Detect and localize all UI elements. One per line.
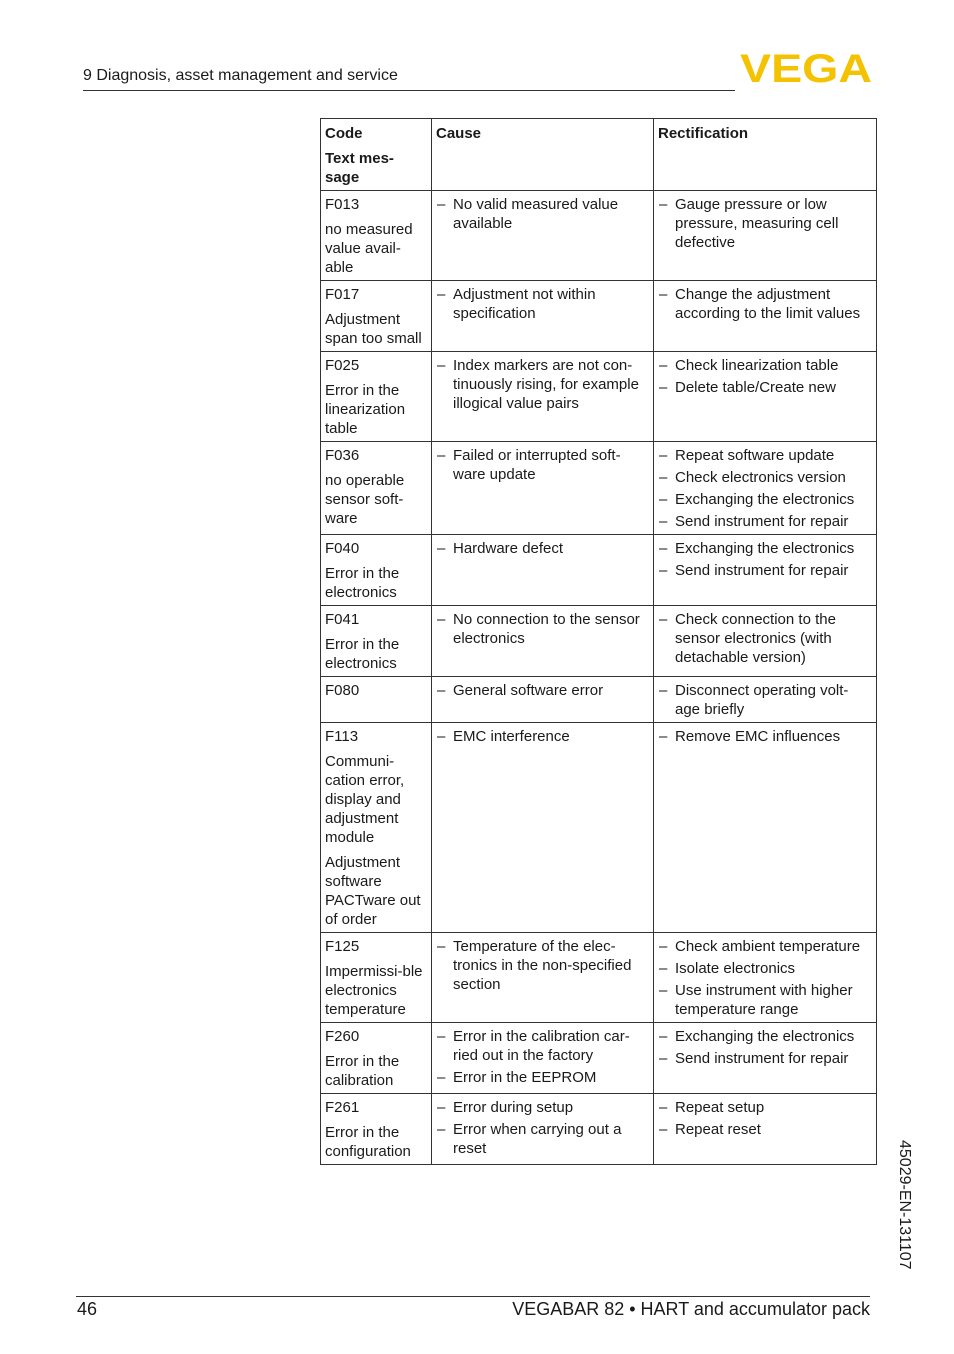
error-code: F040 — [325, 540, 360, 557]
error-code: F025 — [325, 357, 360, 374]
error-message: Adjustment software PACTware out of order — [325, 854, 421, 928]
table-row — [321, 933, 877, 1023]
header-text-message: Text mes- sage — [325, 150, 394, 186]
cause-item: – Failed or interrupted soft-ware update — [436, 446, 649, 484]
code-cell — [321, 535, 432, 606]
code-cell — [321, 1094, 432, 1165]
cause-cell — [432, 606, 654, 677]
col-header-code — [321, 119, 432, 191]
rectification-cell — [654, 723, 877, 933]
rectification-item: – Exchanging the electronics — [658, 490, 872, 509]
rectification-cell-list — [658, 195, 872, 252]
table-body — [321, 191, 877, 1165]
rectification-cell — [654, 352, 877, 442]
cause-cell-list — [436, 285, 649, 323]
cause-cell-list — [436, 1098, 649, 1158]
cause-item: – Error during setup — [436, 1098, 649, 1117]
cause-cell — [432, 442, 654, 535]
cause-cell — [432, 191, 654, 281]
error-code: F013 — [325, 196, 360, 213]
error-code: F125 — [325, 938, 360, 955]
cause-cell — [432, 933, 654, 1023]
rectification-item: – Exchanging the electronics — [658, 1027, 872, 1046]
header-rule — [83, 90, 735, 91]
code-cell — [321, 1023, 432, 1094]
rectification-cell — [654, 1023, 877, 1094]
rectification-item: – Check connection to the sensor electronics (with detachable version) — [658, 610, 872, 667]
cause-item: – Error in the calibration car-ried out in the factory — [436, 1027, 649, 1065]
rectification-item: – Send instrument for repair — [658, 561, 872, 580]
cause-item: – General software error — [436, 681, 649, 700]
section-header: 9 Diagnosis, asset management and service — [83, 67, 398, 84]
code-cell — [321, 442, 432, 535]
rectification-cell — [654, 1094, 877, 1165]
code-cell — [321, 677, 432, 723]
rectification-item: – Repeat reset — [658, 1120, 872, 1139]
code-cell — [321, 352, 432, 442]
cause-item: – Error when carrying out a reset — [436, 1120, 649, 1158]
error-code: F113 — [325, 728, 359, 745]
error-message: no measured value avail-able — [325, 221, 413, 276]
error-message: Adjustment span too small — [325, 311, 422, 347]
error-message: Error in the linearization table — [325, 382, 406, 437]
table-row — [321, 723, 877, 933]
rectification-cell-list — [658, 727, 872, 746]
code-cell — [321, 191, 432, 281]
rectification-cell — [654, 191, 877, 281]
rectification-cell-list — [658, 1027, 872, 1068]
table-row — [321, 352, 877, 442]
rectification-item: – Check electronics version — [658, 468, 872, 487]
cause-item: – No connection to the sensor electronics — [436, 610, 649, 648]
cause-cell — [432, 352, 654, 442]
rectification-item: – Repeat setup — [658, 1098, 872, 1117]
col-header-cause: Cause — [432, 119, 654, 191]
error-code: F036 — [325, 447, 360, 464]
cause-cell — [432, 1094, 654, 1165]
cause-item: – EMC interference — [436, 727, 649, 746]
rectification-item: – Change the adjustment according to the limit values — [658, 285, 872, 323]
table-row — [321, 1023, 877, 1094]
cause-cell — [432, 535, 654, 606]
error-code: F080 — [325, 682, 360, 699]
error-code: F017 — [325, 286, 360, 303]
rectification-cell-list — [658, 446, 872, 531]
cause-cell-list — [436, 681, 649, 700]
rectification-item: – Isolate electronics — [658, 959, 872, 978]
rectification-item: – Check ambient temperature — [658, 937, 872, 956]
cause-item: – Hardware defect — [436, 539, 649, 558]
code-cell — [321, 933, 432, 1023]
vega-logo — [740, 50, 874, 84]
cause-cell-list — [436, 195, 649, 233]
logo-text: VEGA — [740, 50, 872, 84]
cause-cell — [432, 677, 654, 723]
error-message: Error in the electronics — [325, 565, 400, 601]
table-row — [321, 191, 877, 281]
rectification-item: – Exchanging the electronics — [658, 539, 872, 558]
rectification-cell-list — [658, 285, 872, 323]
rectification-cell-list — [658, 681, 872, 719]
rectification-cell — [654, 933, 877, 1023]
page-number: 46 — [77, 1299, 98, 1319]
cause-cell-list — [436, 446, 649, 484]
header-code: Code — [325, 125, 363, 142]
cause-cell — [432, 723, 654, 933]
table-row — [321, 281, 877, 352]
cause-cell-list — [436, 610, 649, 648]
error-message: Communi-cation error, display and adjustment module — [325, 753, 405, 846]
cause-cell-list — [436, 727, 649, 746]
rectification-cell-list — [658, 937, 872, 1019]
rectification-cell — [654, 442, 877, 535]
footer-rule — [76, 1296, 870, 1297]
cause-item: – No valid measured value available — [436, 195, 649, 233]
rectification-item: – Send instrument for repair — [658, 1049, 872, 1068]
cause-item: – Index markers are not con-tinuously rising, for example illogical value pairs — [436, 356, 649, 413]
error-code: F261 — [325, 1099, 360, 1116]
rectification-cell — [654, 535, 877, 606]
code-cell — [321, 723, 432, 933]
table-row — [321, 606, 877, 677]
table-row — [321, 677, 877, 723]
rectification-cell-list — [658, 356, 872, 397]
cause-cell-list — [436, 356, 649, 413]
rectification-cell — [654, 281, 877, 352]
error-code: F260 — [325, 1028, 360, 1045]
table-row — [321, 442, 877, 535]
cause-cell-list — [436, 937, 649, 994]
code-cell — [321, 606, 432, 677]
rectification-cell-list — [658, 610, 872, 667]
error-message: no operable sensor soft-ware — [325, 472, 405, 527]
rectification-item: – Use instrument with higher temperature range — [658, 981, 872, 1019]
rectification-cell — [654, 677, 877, 723]
error-message: Error in the calibration — [325, 1053, 400, 1089]
error-code-table — [320, 118, 877, 1165]
error-message: Impermissi-ble electronics temperature — [325, 963, 423, 1018]
rectification-item: – Gauge pressure or low pressure, measuring cell defective — [658, 195, 872, 252]
rectification-item: – Send instrument for repair — [658, 512, 872, 531]
rectification-cell-list — [658, 1098, 872, 1139]
cause-cell-list — [436, 1027, 649, 1087]
cause-item: – Temperature of the elec-tronics in the non-specified section — [436, 937, 649, 994]
table-row — [321, 1094, 877, 1165]
document-id: 45029-EN-131107 — [896, 1140, 913, 1270]
col-header-rectification: Rectification — [654, 119, 877, 191]
error-code: F041 — [325, 611, 360, 628]
rectification-item: – Remove EMC influences — [658, 727, 872, 746]
error-message: Error in the configuration — [325, 1124, 411, 1160]
cause-item: – Adjustment not within specification — [436, 285, 649, 323]
code-cell — [321, 281, 432, 352]
rectification-cell-list — [658, 539, 872, 580]
table-header-row — [321, 119, 877, 191]
rectification-item: – Check linearization table — [658, 356, 872, 375]
footer-title: VEGABAR 82 • HART and accumulator pack — [512, 1299, 870, 1319]
rectification-item: – Delete table/Create new — [658, 378, 872, 397]
cause-cell-list — [436, 539, 649, 558]
rectification-item: – Disconnect operating volt-age briefly — [658, 681, 872, 719]
cause-item: – Error in the EEPROM — [436, 1068, 649, 1087]
table-row — [321, 535, 877, 606]
cause-cell — [432, 281, 654, 352]
rectification-item: – Repeat software update — [658, 446, 872, 465]
rectification-cell — [654, 606, 877, 677]
cause-cell — [432, 1023, 654, 1094]
error-message: Error in the electronics — [325, 636, 400, 672]
